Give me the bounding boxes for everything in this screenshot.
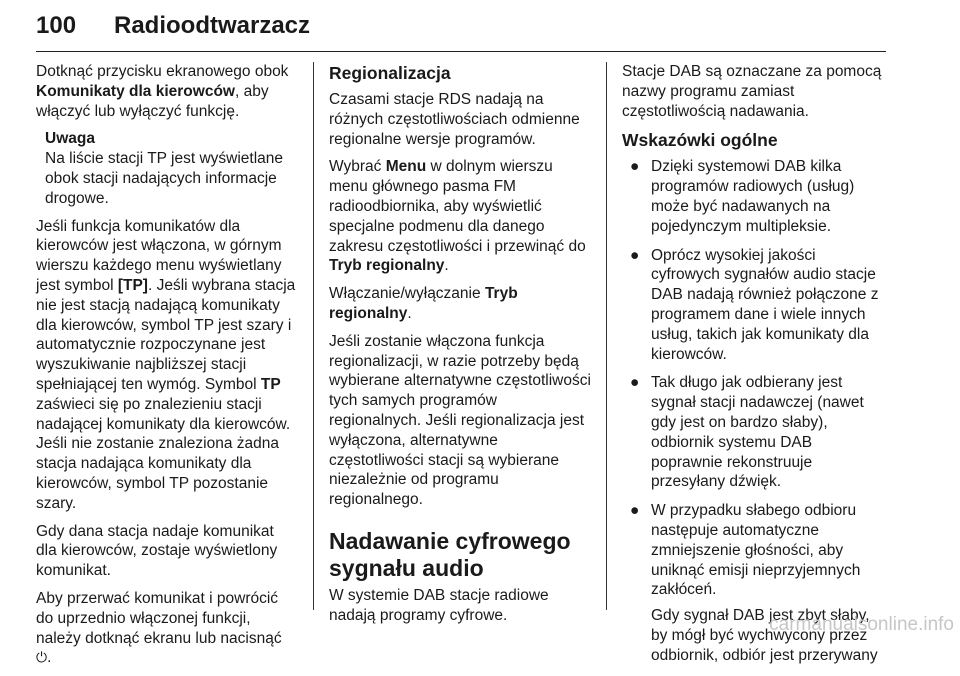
paragraph-interrupt: Aby przerwać komunikat i powrócić do uprzednio włączonej funkcji, należy dotknąć ekranu lub nacisnąć ⏻. (36, 589, 282, 667)
tips-list (622, 157, 886, 665)
header-rule (36, 51, 886, 52)
column-middle (329, 62, 591, 634)
paragraph-tp-symbol: Jeśli funkcja komunikatów dla kierowców jest włączona, w górnym wierszu każdego menu wyświetlany jest symbol [TP]. Jeśli wybrana stacja nie jest stacją nadającą komunikaty dla kierowców, symbol TP jest szary i automatycznie rozpoczynane jest wyszukiwanie najbliższej stacji spełniającej ten wymóg. Symbol TP zaświeci się po znalezieniu stacji nadającej komunikaty dla kierowców. Jeśli nie zostanie znaleziona żadna stacja nadająca komunikaty dla kierowców, symbol TP pozostanie szary. (36, 217, 296, 512)
list-item: ● Tak długo jak odbierany jest sygnał stacji nadawczej (nawet gdy jest on bardzo słaby), odbiornik systemu DAB poprawnie rekonstruuje przesyłany dźwięk. (630, 374, 864, 491)
paragraph-regional-behaviour: Jeśli zostanie włączona funkcja regionalizacji, w razie potrzeby będą wybierane alternatywne częstotliwości tych samych programów regionalnych. Jeśli regionalizacja jest wyłączona, alternatywne częstotliwości stacji są wybierane niezależnie od programu regionalnego. (329, 332, 591, 509)
paragraph-dab-intro: W systemie DAB stacje radiowe nadają programy cyfrowe. (329, 586, 549, 624)
list-item: ● W przypadku słabego odbioru następuje automatyczne zmniejszenie głośności, aby uniknąć emisji nieprzyjemnych zakłóceń. Gdy sygnał DAB jest zbyt słaby, by mógł być wychwycony przez odbiornik, odbiór jest przerywany (622, 501, 886, 665)
paragraph-rds-regional: Czasami stacje RDS nadają na różnych częstotliwościach odmienne regionalne wersje programów. (329, 91, 580, 148)
note-box (45, 129, 298, 208)
term-menu: Menu (385, 158, 427, 176)
term-regional-mode: Tryb regionalny (329, 257, 445, 275)
paragraph-select-menu: Wybrać Menu w dolnym wierszu menu głównego pasma FM radioodbiornika, aby wyświetlić specjalne podmenu dla danego zakresu częstotliwości i przewinąć do Tryb regionalny. (329, 158, 586, 275)
bullet-icon: ● (630, 158, 640, 176)
column-divider-1 (313, 62, 314, 610)
heading-general-tips: Wskazówki ogólne (622, 130, 778, 151)
paragraph-toggle-regional: Włączanie/wyłączanie Tryb regionalny. (329, 285, 518, 322)
paragraph-traffic-toggle: Dotknąć przycisku ekranowego obok Komunikaty dla kierowców, aby włączyć lub wyłączyć funkcję. (36, 63, 289, 120)
term-traffic-announcements: Komunikaty dla kierowców (36, 82, 235, 100)
page-header (36, 6, 886, 50)
chapter-title: Radioodtwarzacz (114, 12, 311, 39)
heading-regionalization: Regionalizacja (329, 63, 451, 83)
bullet-icon: ● (630, 374, 640, 392)
list-item: ● Dzięki systemowi DAB kilka programów radiowych (usług) może być nadawanych na pojedynczym multipleksie. (630, 158, 855, 235)
term-regional-mode-2: Tryb regionalny (329, 285, 518, 322)
power-icon: ⏻ (36, 649, 48, 666)
term-tp-bracket: [TP] (117, 276, 148, 294)
term-tp: TP (260, 375, 281, 393)
note-text: Na liście stacji TP jest wyświetlane obok stacji nadających informacje drogowe. (45, 150, 284, 207)
paragraph-dab-names: Stacje DAB są oznaczane za pomocą nazwy programu zamiast częstotliwością nadawania. (622, 63, 882, 120)
list-item: ● Oprócz wysokiej jakości cyfrowych sygnałów audio stacje DAB nadają również połączone z programem dane i wiele innych usług, takich jak komunikaty dla kierowców. (630, 246, 879, 363)
list-item-extra: Gdy sygnał DAB jest zbyt słaby, by mógł być wychwycony przez odbiornik, odbiór jest przerywany (651, 607, 878, 664)
bullet-icon: ● (630, 502, 640, 520)
page-number: 100 (36, 12, 77, 39)
bullet-icon: ● (630, 246, 640, 264)
note-title: Uwaga (45, 130, 95, 148)
paragraph-announcement: Gdy dana stacja nadaje komunikat dla kierowców, zostaje wyświetlony komunikat. (36, 522, 278, 580)
column-divider-2 (606, 62, 607, 610)
column-right (622, 62, 886, 675)
watermark: carmanualsonline.info (769, 614, 954, 635)
heading-dab: Nadawanie cyfrowego sygnału audio (329, 527, 571, 581)
column-left (36, 62, 298, 676)
